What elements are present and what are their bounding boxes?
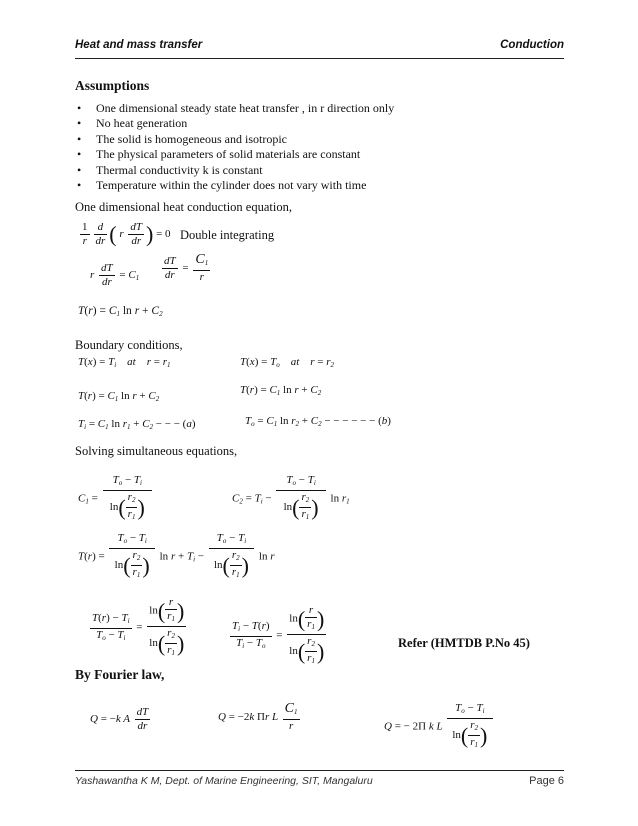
fourier-law-heading: By Fourier law, xyxy=(75,667,165,682)
reference-note: Refer (HMTDB P.No 45) xyxy=(398,636,530,650)
list-item: • The solid is homogeneous and isotropic xyxy=(77,131,287,146)
boundary-condition-1: $T(x) = T_i$ at $r = r_1$ xyxy=(78,356,171,369)
temperature-distribution: T(r) = $T_o - T_i$ ln( $\frac{r_2}{r_1}$ ) $\ln r + T_i$ − $T_o - T_i$ ln( $\frac{r_2}{r_1}$ ) ln r xyxy=(78,532,275,579)
solution-at-r1: $T(r) = C_1$ $\ln r + C_2$ xyxy=(78,390,160,403)
fourier-law-equation: Q = −k A $\frac{dT}{dr}$ xyxy=(90,706,149,732)
assumptions-list xyxy=(75,101,394,193)
bullet-icon: • xyxy=(77,178,82,193)
footer-divider xyxy=(75,770,564,771)
list-item: • Temperature within the cylinder does not vary with time xyxy=(77,178,367,193)
double-integrating-note: Double integrating xyxy=(180,228,275,242)
boundary-conditions-label: Boundary conditions, xyxy=(75,338,183,352)
bullet-icon: • xyxy=(77,147,82,162)
solving-label: Solving simultaneous equations, xyxy=(75,444,238,458)
general-solution: $T(r) = C_1$ $\ln r + C_2$ xyxy=(78,305,163,318)
constant-c1: $C_1$ = $T_o - T_i$ ln( $\frac{r_2}{r_1}$ ) xyxy=(78,474,154,524)
list-item: • One dimensional steady state heat transfer , in r direction only xyxy=(77,101,395,115)
assumptions-heading: Assumptions xyxy=(75,78,150,93)
bullet-icon: • xyxy=(77,131,82,146)
bullet-icon: • xyxy=(77,101,82,115)
temperature-ratio-1: $\frac{T(r) - T_i}{T_o - T_i}$ = ln( $\frac{r}{r_1}$ ) ln( $\frac{r_2}{r_1}$ ) xyxy=(92,596,185,657)
page-header xyxy=(75,39,564,57)
first-integral: r $\frac{dT}{dr}$ = $C_1$ xyxy=(90,262,140,288)
list-item: • The physical parameters of solid materials are constant xyxy=(77,147,361,162)
list-item: • No heat generation xyxy=(77,116,188,131)
temperature-ratio-2: $\frac{T_i - T(r)}{T_i - T_o}$ = ln( $\frac{r}{r_1}$ ) ln( $\frac{r_2}{r_1}$ ) xyxy=(232,604,325,665)
equation-a: $T_i = C_1$ $\ln r_1 + C_2$ − − − (a) xyxy=(78,418,196,431)
page-footer xyxy=(75,775,564,791)
header-right: Conduction xyxy=(500,39,564,51)
constant-c2: $C_2 = T_i$ − $T_o - T_i$ ln( $\frac{r_2}{r_1}$ ) $\ln r_1$ xyxy=(232,474,350,521)
conduction-equation: $\frac{1}{r}$ $\frac{d}{dr}$ ( r $\frac{dT}{dr}$ ) = 0 xyxy=(82,221,171,247)
conduction-equation-label: One dimensional heat conduction equation, xyxy=(75,200,292,214)
footer-author: Yashawantha K M, Dept. of Marine Engineering, SIT, Mangaluru xyxy=(75,775,373,787)
page-number: Page 6 xyxy=(529,775,564,787)
list-item: • Thermal conductivity k is constant xyxy=(77,162,263,177)
fourier-law-substituted: Q = −2k Πr L $\frac{C_1}{r}$ xyxy=(218,701,298,732)
bullet-icon: • xyxy=(77,116,82,131)
boundary-condition-2: $T(x) = T_o$ at $r = r_2$ xyxy=(240,356,335,369)
solution-at-r2: $T(r) = C_1$ $\ln r + C_2$ xyxy=(240,384,322,397)
equation-b: $T_o = C_1$ $\ln r_2 + C_2$ − − − − − − (b) xyxy=(245,415,391,428)
heat-flow-result: Q = − 2Π k L $T_o - T_i$ ln( $\frac{r_2}{r_1}$ ) xyxy=(384,702,495,752)
header-left: Heat and mass transfer xyxy=(75,39,203,51)
bullet-icon: • xyxy=(77,162,82,177)
header-divider xyxy=(75,58,564,59)
first-integral-rearranged: $\frac{dT}{dr}$ = $\frac{C_1}{r}$ xyxy=(164,252,209,283)
